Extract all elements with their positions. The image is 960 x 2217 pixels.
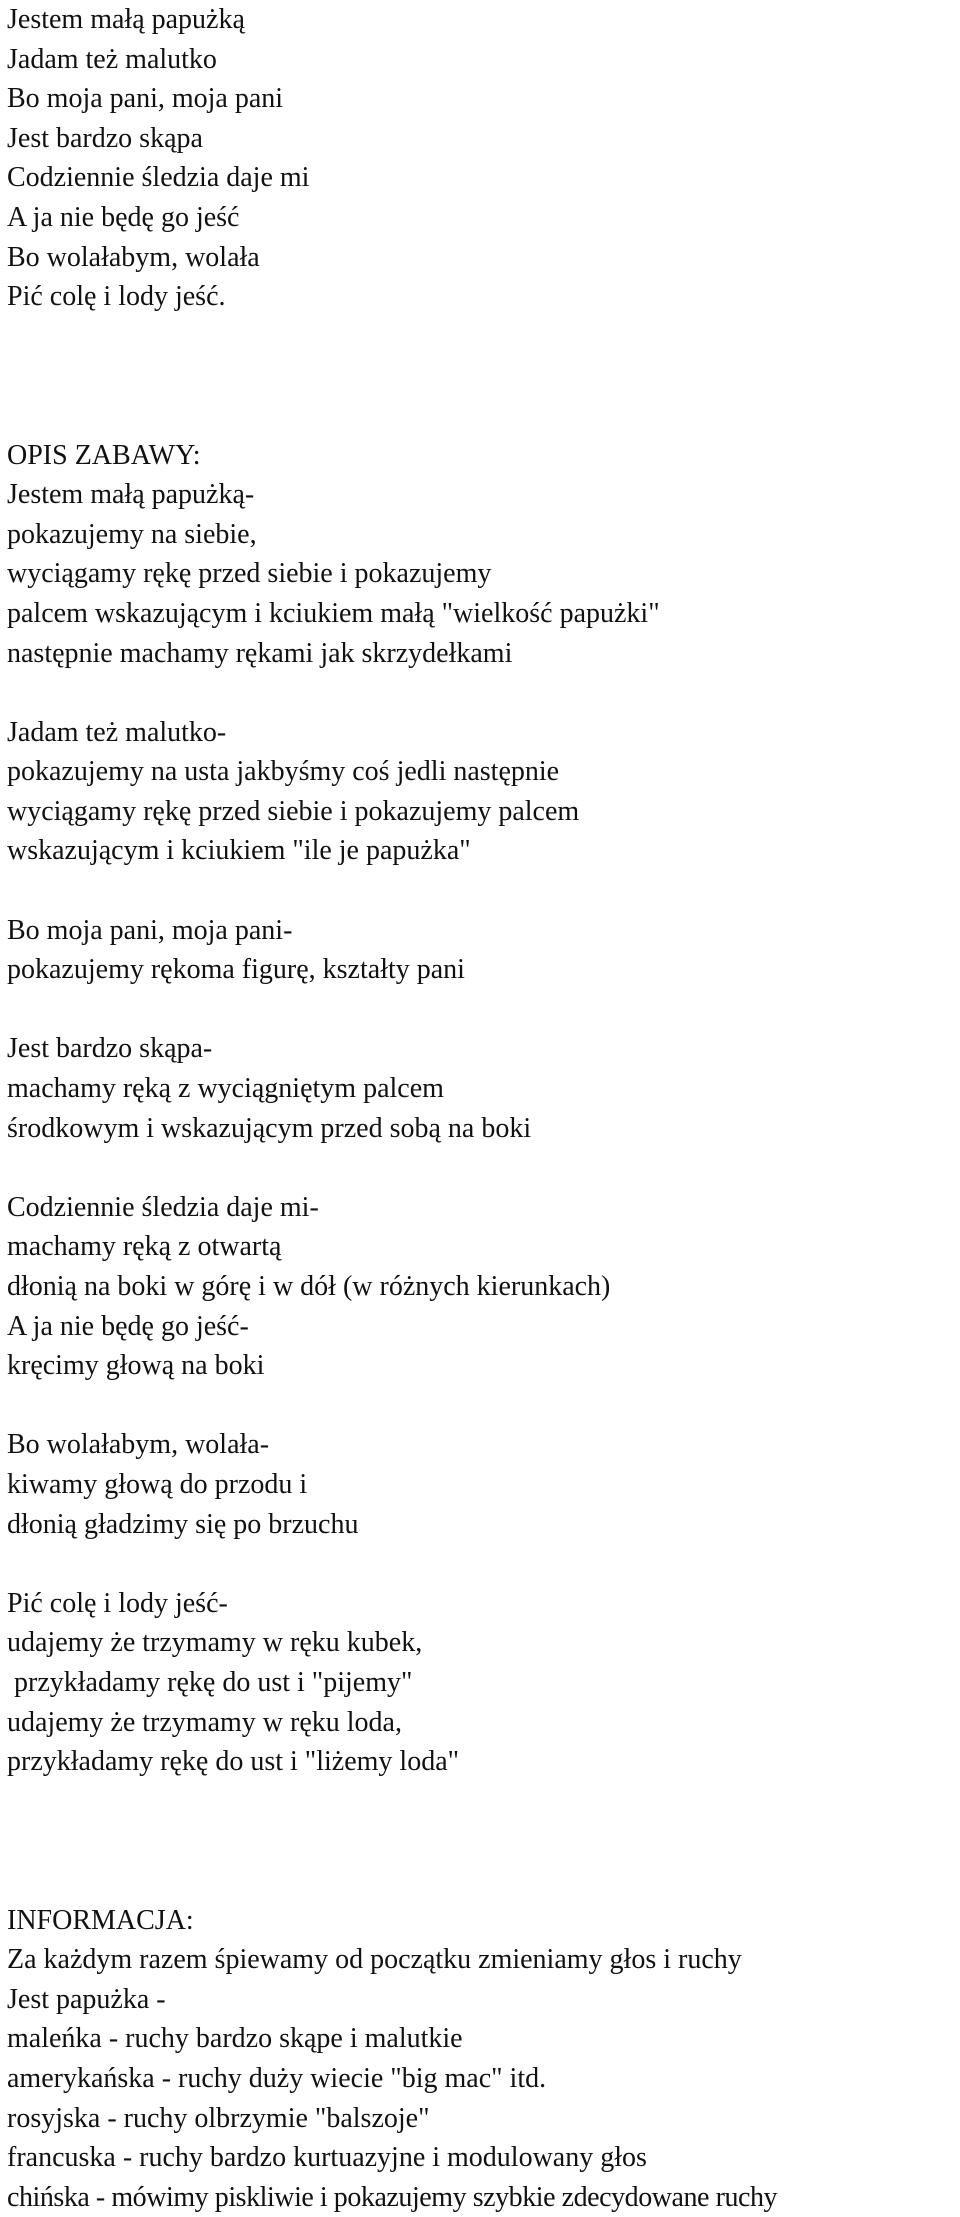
description-line: pokazujemy rękoma figurę, kształty pani: [7, 954, 465, 986]
description-line: kręcimy głową na boki: [7, 1350, 265, 1382]
info-line: Za każdym razem śpiewamy od początku zmieniamy głos i ruchy: [7, 1944, 742, 1976]
description-line: Codziennie śledzia daje mi-: [7, 1191, 319, 1223]
description-line: A ja nie będę go jeść-: [7, 1310, 249, 1342]
game-description-section: [7, 436, 957, 1782]
song-line: Codziennie śledzia daje mi: [7, 162, 310, 194]
description-line: wyciągamy rękę przed siebie i pokazujemy palcem: [7, 795, 580, 827]
info-line: chińska - mówimy piskliwie i pokazujemy szybkie zdecydowane ruchy: [7, 2181, 778, 2213]
description-line: Jestem małą papużką-: [7, 479, 255, 511]
description-heading: OPIS ZABAWY:: [7, 439, 201, 471]
document-body: [7, 0, 957, 2217]
description-line: Bo wolałabym, wolała-: [7, 1429, 270, 1461]
spacer: [7, 673, 957, 713]
song-line: Jest bardzo skąpa: [7, 122, 203, 154]
description-line: udajemy że trzymamy w ręku kubek,: [7, 1627, 423, 1659]
song-line: Jestem małą papużką: [7, 4, 245, 35]
description-line: Pić colę i lody jeść-: [7, 1587, 228, 1619]
description-block: [7, 1425, 957, 1544]
info-section: [7, 1901, 957, 2217]
description-line: wskazującym i kciukiem "ile je papużka": [7, 835, 471, 867]
description-block: [7, 1029, 957, 1148]
spacer: [7, 990, 957, 1030]
description-line: kiwamy głową do przodu i: [7, 1468, 308, 1500]
song-line: Bo moja pani, moja pani: [7, 83, 284, 115]
description-line: przykładamy rękę do ust i "pijemy": [7, 1666, 413, 1698]
info-line: maleńka - ruchy bardzo skąpe i malutkie: [7, 2023, 463, 2055]
description-line: pokazujemy na usta jakbyśmy coś jedli następnie: [7, 756, 560, 788]
description-line: dłonią gładzimy się po brzuchu: [7, 1508, 359, 1540]
description-line: Jadam też malutko-: [7, 716, 227, 748]
song-line: Pić colę i lody jeść.: [7, 281, 226, 313]
spacer: [7, 1148, 957, 1188]
description-line: udajemy że trzymamy w ręku loda,: [7, 1706, 402, 1738]
info-heading: INFORMACJA:: [7, 1904, 194, 1936]
description-line: machamy ręką z wyciągniętym palcem: [7, 1073, 444, 1105]
description-block: [7, 911, 957, 990]
description-line: Jest bardzo skąpa-: [7, 1033, 213, 1065]
song-line: Jadam też malutko: [7, 43, 217, 75]
info-line: amerykańska - ruchy duży wiecie "big mac" itd.: [7, 2062, 547, 2094]
description-block: [7, 1188, 957, 1386]
description-block: [7, 475, 957, 673]
spacer: [7, 871, 957, 911]
description-line: Bo moja pani, moja pani-: [7, 914, 293, 946]
info-line: francuska - ruchy bardzo kurtuazyjne i modulowany głos: [7, 2142, 647, 2174]
spacer: [7, 1544, 957, 1584]
song-line: Bo wolałabym, wolała: [7, 241, 260, 273]
description-line: machamy ręką z otwartą: [7, 1231, 282, 1263]
description-line: pokazujemy na siebie,: [7, 518, 257, 550]
song-lyrics: [7, 0, 957, 317]
description-block: [7, 1584, 957, 1782]
description-line: przykładamy rękę do ust i "liżemy loda": [7, 1746, 460, 1778]
spacer: [7, 1386, 957, 1426]
description-block: [7, 713, 957, 871]
description-line: wyciągamy rękę przed siebie i pokazujemy: [7, 558, 492, 590]
description-line: dłonią na boki w górę i w dół (w różnych kierunkach): [7, 1271, 611, 1303]
description-line: palcem wskazującym i kciukiem małą "wielkość papużki": [7, 597, 660, 629]
info-line: rosyjska - ruchy olbrzymie "balszoje": [7, 2102, 430, 2134]
spacer: [7, 317, 957, 436]
spacer: [7, 1782, 957, 1901]
info-line: Jest papużka -: [7, 1983, 166, 2015]
description-line: następnie machamy rękami jak skrzydełkami: [7, 637, 513, 669]
description-line: środkowym i wskazującym przed sobą na boki: [7, 1112, 532, 1144]
song-line: A ja nie będę go jeść: [7, 201, 240, 233]
